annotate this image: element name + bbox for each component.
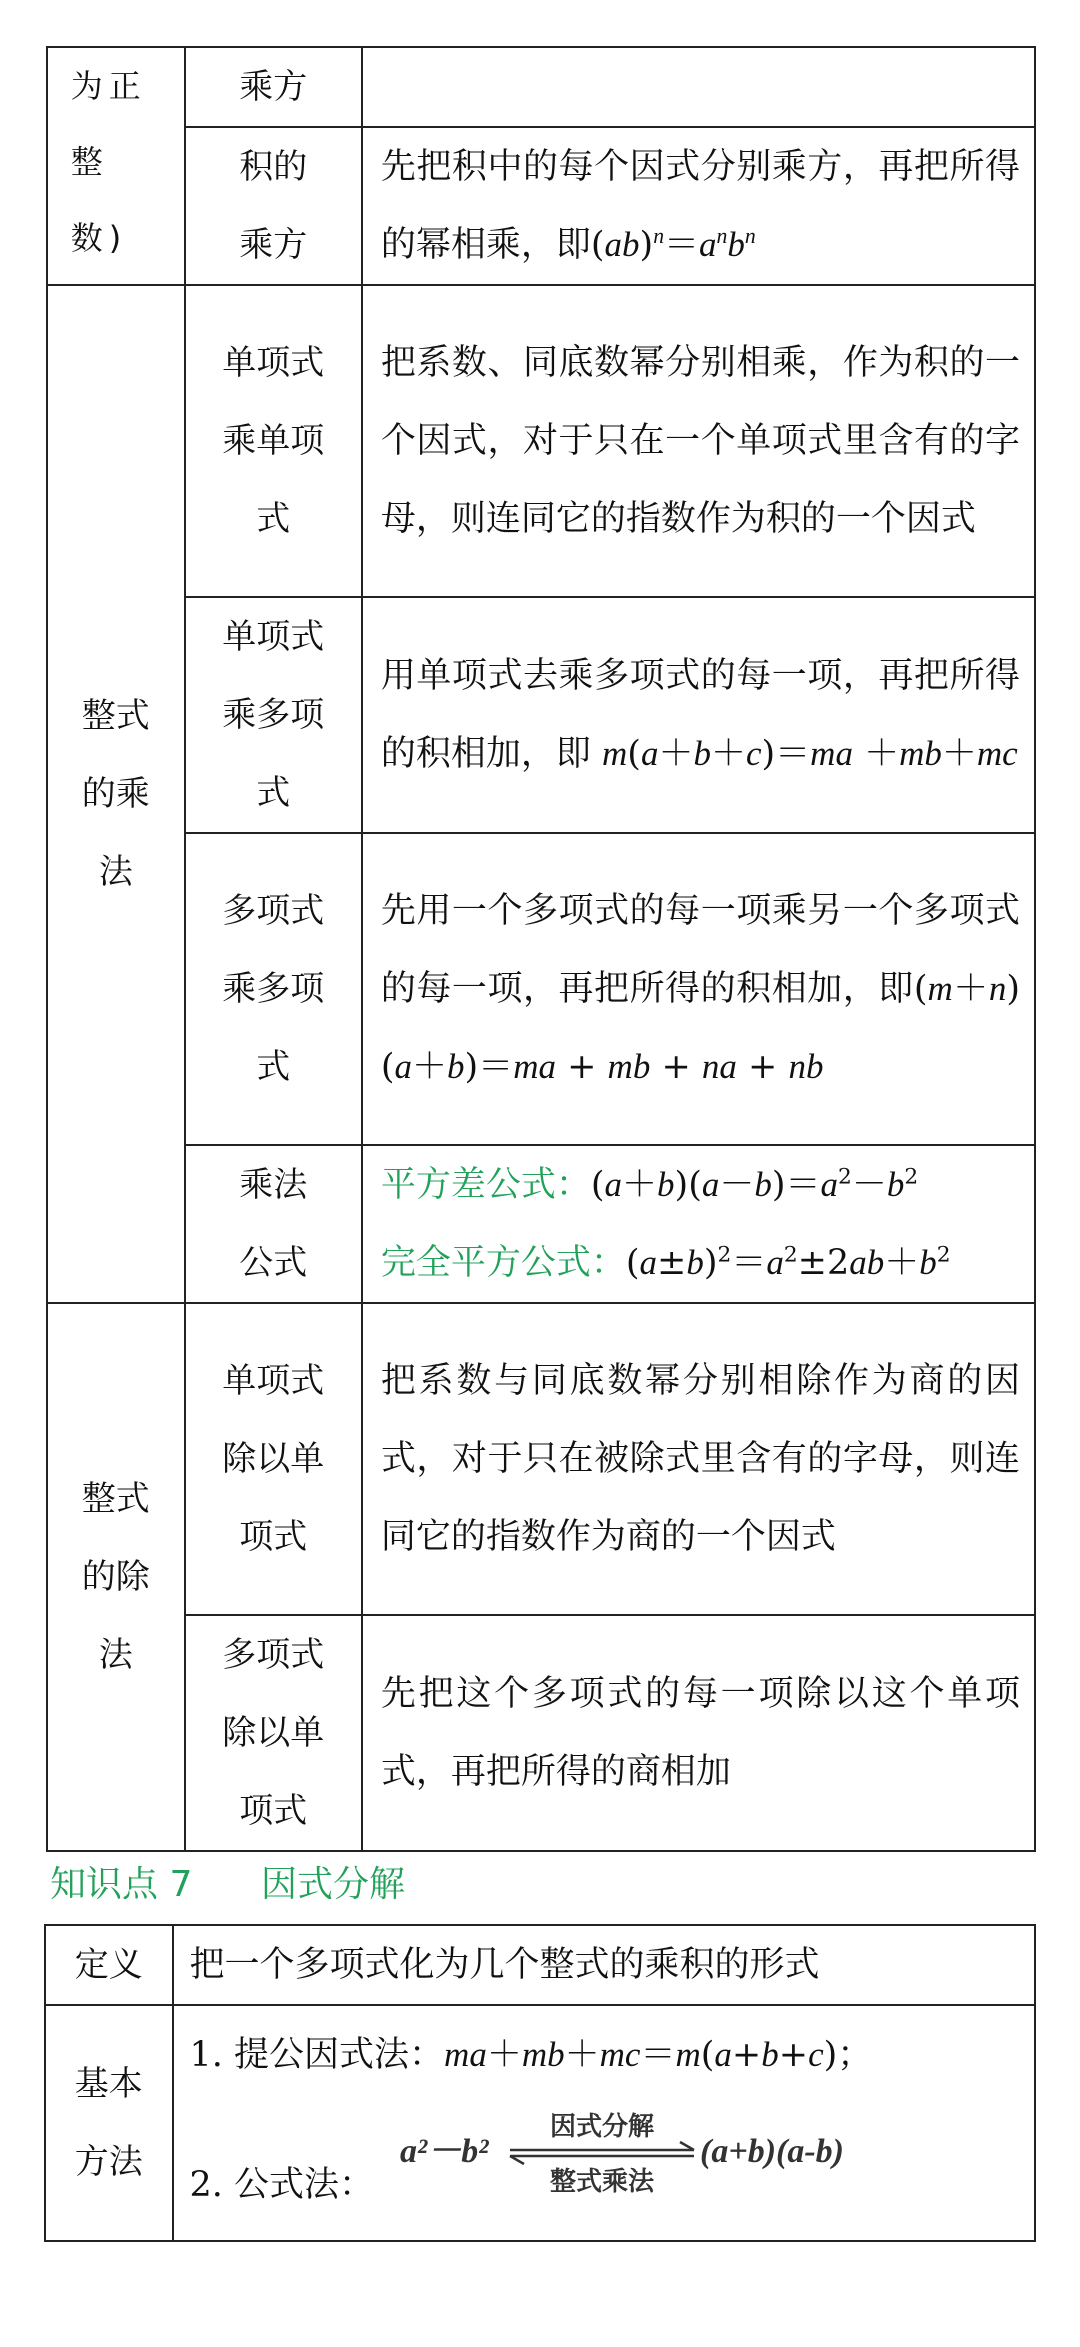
product-power-label-text: 积的乘方 xyxy=(239,147,308,265)
poly-poly-text: 先用一个多项式的每一项乘另一个多项式的每一项，再把所得的积相加，即 xyxy=(380,891,1020,1009)
method2-label: 2. 公式法： xyxy=(189,2165,375,2205)
mult-formula-content xyxy=(362,1145,1035,1303)
mono-poly-label xyxy=(185,597,362,833)
method-label xyxy=(45,2005,173,2241)
poly-poly-label xyxy=(185,833,362,1145)
method2-line xyxy=(190,2090,1018,2220)
product-power-label xyxy=(185,127,362,285)
power-content xyxy=(362,47,1035,127)
category-partial-text: 为正整数) xyxy=(70,67,147,257)
formula-right: (a+b)(a-b) xyxy=(699,2133,844,2170)
method-content xyxy=(173,2005,1035,2241)
arrow-top-label: 因式分解 xyxy=(549,2112,654,2142)
method1-label: 1. 提公因式法： xyxy=(189,2035,445,2075)
multiplication-category xyxy=(47,285,185,1303)
difference-of-squares-line xyxy=(381,1146,1020,1224)
difference-of-squares-formula: $(a+b)(a-b)=a^2-b^2$ xyxy=(590,1164,919,1205)
poly-poly-content xyxy=(362,833,1035,1145)
poly-poly-label-text: 多项式乘多项式 xyxy=(222,891,325,1087)
formula-left: a²－b² xyxy=(399,2133,488,2170)
multiplication-division-table xyxy=(46,46,1036,1852)
definition-text: 把一个多项式化为几个整式的乘积的形式 xyxy=(173,1925,1035,2005)
product-power-content xyxy=(362,127,1035,285)
poly-poly-formula: (m＋n)(a＋b)＝ma + mb + na + nb xyxy=(380,969,1020,1087)
mono-mono-label-text: 单项式乘单项式 xyxy=(222,343,325,539)
perfect-square-formula: $(a\pm b)^2=a^2\pm 2ab+b^2$ xyxy=(625,1242,951,1283)
arrow-bottom-label: 整式乘法 xyxy=(549,2167,654,2197)
poly-div-mono-content: 先把这个多项式的每一项除以这个单项式，再把所得的商相加 xyxy=(362,1615,1035,1851)
difference-of-squares-label: 平方差公式： xyxy=(380,1165,591,1205)
section-title: 因式分解 xyxy=(261,1864,406,1905)
section-number: 知识点 7 xyxy=(50,1864,193,1905)
method-label-text: 基本方法 xyxy=(74,2064,143,2182)
mono-mono-content: 把系数、同底数幂分别相乘，作为积的一个因式，对于只在一个单项式里含有的字母，则连同它的指数作为积的一个因式 xyxy=(362,285,1035,597)
power-label: 乘方 xyxy=(185,47,362,127)
product-power-formula: $(ab)^n=a^nb^n$ xyxy=(590,224,756,265)
mono-poly-label-text: 单项式乘多项式 xyxy=(222,617,325,813)
division-category xyxy=(47,1303,185,1851)
mono-poly-formula: m(a＋b＋c)＝ma ＋mb＋mc xyxy=(602,734,1018,774)
mult-formula-label-text: 乘法公式 xyxy=(239,1165,308,1283)
mult-formula-label xyxy=(185,1145,362,1303)
factorization-formula-diagram xyxy=(400,2090,860,2200)
method1-formula: ma＋mb＋mc＝m(a+b+c)； xyxy=(444,2035,873,2075)
mono-poly-content xyxy=(362,597,1035,833)
method1-line xyxy=(190,2020,1018,2090)
poly-div-mono-label-text: 多项式除以单项式 xyxy=(222,1635,325,1831)
factorization-table xyxy=(44,1924,1036,2242)
division-category-text: 整式的除法 xyxy=(81,1479,150,1675)
perfect-square-label: 完全平方公式： xyxy=(380,1243,626,1283)
mono-poly-text: 用单项式去乘多项式的每一项，再把所得的积相加，即 xyxy=(380,656,1020,774)
mono-div-mono-label-text: 单项式除以单项式 xyxy=(222,1361,325,1557)
section-heading xyxy=(50,1860,405,1910)
perfect-square-line xyxy=(381,1224,1020,1302)
mono-mono-label xyxy=(185,285,362,597)
product-power-text: 先把积中的每个因式分别乘方，再把所得的幂相乘，即 xyxy=(380,147,1020,265)
poly-div-mono-label xyxy=(185,1615,362,1851)
mono-div-mono-content: 把系数与同底数幂分别相除作为商的因式，对于只在被除式里含有的字母，则连同它的指数作为商的一个因式 xyxy=(362,1303,1035,1615)
definition-label: 定义 xyxy=(45,1925,173,2005)
multiplication-category-text: 整式的乘法 xyxy=(81,696,150,892)
category-cell-partial xyxy=(47,47,185,285)
mono-div-mono-label xyxy=(185,1303,362,1615)
